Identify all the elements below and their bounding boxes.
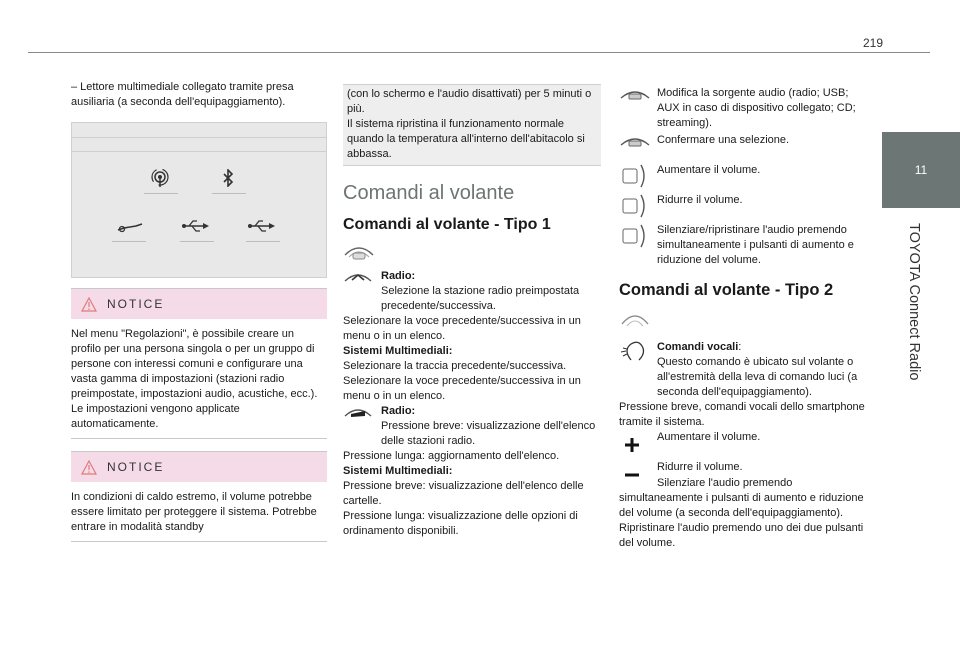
- divider: [112, 241, 146, 242]
- control-item: [343, 269, 601, 314]
- item-text: Silenziare l'audio premendo simultaneamente i pulsanti di aumento e riduzione del volume (a seconda dell'equipaggiamento).: [619, 477, 864, 519]
- continued-text: (con lo schermo e l'audio disattivati) per 5 minuti o più.: [347, 88, 592, 115]
- item-text: Ripristinare l'audio premendo uno dei due pulsanti del volume.: [619, 522, 864, 549]
- control-item: [619, 133, 873, 149]
- item-label: Sistemi Multimediali:: [343, 465, 453, 477]
- item-text: Selezionare la voce precedente/successiva in un menu o in un elenco.: [343, 315, 581, 342]
- item-text: Pressione lunga: aggiornamento dell'elenco.: [343, 450, 560, 462]
- divider: [180, 241, 214, 242]
- section-title: Comandi al volante: [343, 182, 515, 204]
- chapter-tab[interactable]: 11: [882, 132, 960, 208]
- item-text: Aumentare il volume.: [657, 164, 761, 176]
- item-text: Selezione la stazione radio preimpostata precedente/successiva.: [381, 285, 580, 312]
- subsection-title: Comandi al volante - Tipo 1: [343, 216, 551, 233]
- item-text: Pressione breve: visualizzazione dell'elenco delle cartelle.: [343, 480, 584, 507]
- control-item: [619, 223, 873, 268]
- column-left: [71, 80, 327, 542]
- radio-antenna-icon: [142, 167, 178, 189]
- item-text: Ridurre il volume.: [657, 194, 743, 206]
- volume-up-switch-icon: [619, 163, 649, 194]
- control-item: [619, 86, 873, 131]
- bluetooth-icon: [210, 167, 246, 189]
- column-right: [619, 86, 873, 551]
- column-middle: [343, 84, 601, 539]
- chapter-title: TOYOTA Connect Radio: [906, 223, 922, 381]
- notice-header: [71, 452, 327, 482]
- item-label: Comandi vocali: [657, 341, 739, 353]
- steering-wheel-icon: [619, 308, 873, 334]
- mute-switch-icon: [619, 223, 649, 254]
- continued-text: Il sistema ripristina il funzionamento normale quando la temperatura all'interno dell'abitacolo si abbassa.: [347, 118, 585, 160]
- notice-box: [71, 451, 327, 542]
- item-text: Confermare una selezione.: [657, 134, 790, 146]
- steering-button-icon: [343, 404, 373, 427]
- notice-header: [71, 289, 327, 319]
- source-switch-icon: [619, 86, 651, 109]
- item-text: Pressione lunga: visualizzazione delle opzioni di ordinamento disponibili.: [343, 510, 578, 537]
- confirm-switch-icon: [619, 133, 651, 156]
- item-text: Questo comando è ubicato sul volante o all'estremità della leva di comando luci (a seconda dell'equipaggiamento).: [657, 356, 858, 398]
- control-item: [619, 460, 873, 476]
- item-text: Ridurre il volume.: [657, 461, 743, 473]
- notice-title: NOTICE: [107, 459, 165, 474]
- plus-icon: [625, 438, 639, 457]
- steering-switch-icon: [343, 269, 373, 292]
- notice-box: [71, 288, 327, 439]
- divider: [144, 193, 178, 194]
- intro-text: – Lettore multimediale collegato tramite presa ausiliaria (a seconda dell'equipaggiamento).: [71, 81, 294, 108]
- usb-icon: [244, 215, 280, 237]
- item-label: Sistemi Multimediali:: [343, 345, 453, 357]
- divider: [212, 193, 246, 194]
- steering-control-icon: [343, 243, 601, 265]
- control-item: [619, 163, 873, 179]
- control-item: [619, 430, 873, 446]
- control-item: [619, 193, 873, 209]
- item-text: Silenziare/ripristinare l'audio premendo simultaneamente i pulsanti di aumento e riduzione del volume.: [657, 224, 854, 266]
- control-item: [619, 340, 873, 400]
- minus-icon: [625, 468, 639, 483]
- notice-text: In condizioni di caldo estremo, il volume potrebbe essere limitato per proteggere il sistema. Potrebbe entrare in modalità standby: [71, 491, 317, 533]
- aux-jack-icon: [112, 215, 148, 237]
- divider: [246, 241, 280, 242]
- notice-continuation: [343, 84, 601, 166]
- figure-band: [72, 137, 326, 152]
- control-item: [343, 404, 601, 449]
- subsection-title: Comandi al volante - Tipo 2: [619, 281, 834, 299]
- notice-title: NOTICE: [107, 296, 165, 311]
- voice-command-icon: [619, 340, 649, 369]
- usb-icon: [178, 215, 214, 237]
- item-text: Pressione breve, comandi vocali dello smartphone tramite il sistema.: [619, 401, 865, 428]
- item-text: Selezionare la traccia precedente/successiva.: [343, 360, 567, 372]
- notice-text: Nel menu "Regolazioni", è possibile creare un profilo per una persona singola o per un gruppo di persone con interessi comuni e configurare una vasta gamma di impostazioni (stazioni radio preimpostate, impostazioni audio, acustiche, ecc.). Le impostazioni vengono applicate automaticamente.: [71, 328, 318, 430]
- item-text: Modifica la sorgente audio (radio; USB; AUX in caso di dispositivo collegato; CD; streaming).: [657, 87, 856, 129]
- item-text: Pressione breve: visualizzazione dell'elenco delle stazioni radio.: [381, 420, 596, 447]
- item-label: Radio:: [381, 405, 416, 417]
- label-colon: :: [738, 341, 742, 353]
- item-label: Radio:: [381, 270, 416, 282]
- volume-down-switch-icon: [619, 193, 649, 224]
- warning-icon: [81, 460, 97, 475]
- warning-icon: [81, 297, 97, 312]
- source-icons-figure: [71, 122, 327, 278]
- header-rule: [28, 52, 930, 53]
- page-number: 219: [862, 36, 883, 50]
- item-text: Aumentare il volume.: [657, 431, 761, 443]
- item-text: Selezionare la voce precedente/successiva in un menu o in un elenco.: [343, 375, 581, 402]
- figure-band: [72, 123, 326, 138]
